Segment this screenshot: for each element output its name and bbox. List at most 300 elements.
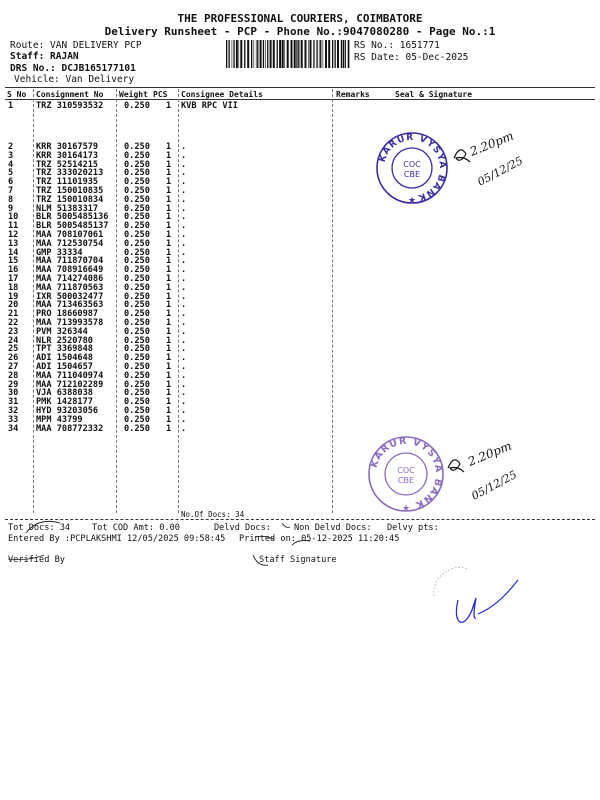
consignment-number: 5005485137 <box>56 221 109 232</box>
consignment-number: 711040974 <box>56 370 104 381</box>
row-consignee: . <box>181 265 187 276</box>
table-row <box>0 415 600 424</box>
handwritten-time: 2.20pm <box>467 128 516 159</box>
row-sno: 20 <box>8 300 19 311</box>
row-consignment-no <box>36 424 103 434</box>
staff-signature <box>428 562 528 632</box>
row-pcs: 1 <box>166 150 172 161</box>
row-sno: 9 <box>8 203 14 214</box>
barcode-bar <box>341 40 342 68</box>
bank-stamp <box>366 434 446 514</box>
stamp-bank-name: KARUR VYSYA BANK <box>377 132 448 203</box>
row-consignee: . <box>181 230 187 240</box>
row-weight: 0.250 <box>124 370 150 381</box>
table-row <box>0 388 600 397</box>
row-consignee: . <box>181 414 187 425</box>
consignment-prefix: KRR <box>36 142 52 152</box>
stamp-line1: COC <box>403 160 421 169</box>
barcode-bar <box>287 40 289 68</box>
consignment-prefix: MAA <box>36 230 52 240</box>
row-pcs: 1 <box>166 247 172 258</box>
row-weight: 0.250 <box>124 221 150 232</box>
row-consignee: . <box>181 388 187 399</box>
company-title: THE PROFESSIONAL COURIERS, COIMBATORE <box>177 12 423 25</box>
delivered-docs: Delvd Docs: <box>214 523 271 533</box>
row-pcs: 1 <box>166 101 172 111</box>
row-consignee: . <box>181 221 187 232</box>
barcode-bar <box>310 40 312 68</box>
consignment-prefix: MAA <box>36 238 52 249</box>
row-weight: 0.250 <box>124 142 150 152</box>
row-consignee: . <box>181 423 187 434</box>
row-sno: 8 <box>8 194 14 205</box>
table-row <box>0 204 600 213</box>
consignment-prefix: IXR <box>36 291 52 302</box>
table-header-rule <box>5 99 595 100</box>
consignment-number: 1504657 <box>56 362 93 372</box>
consignment-number: 1428177 <box>56 397 93 408</box>
row-pcs: 1 <box>166 362 172 372</box>
consignment-number: 711870704 <box>56 256 104 267</box>
row-weight: 0.250 <box>124 353 150 364</box>
handwritten-initials <box>450 128 560 198</box>
table-row <box>0 353 600 362</box>
row-consignee: . <box>181 397 187 408</box>
row-weight: 0.250 <box>124 318 150 328</box>
consignment-number: 33334 <box>56 247 83 258</box>
row-sno: 24 <box>8 335 19 346</box>
barcode-bar <box>236 40 238 68</box>
total-cod-amount: Tot COD Amt: 0.00 <box>92 523 180 533</box>
col-header-consignee: Consignee Details <box>181 90 263 99</box>
row-weight: 0.250 <box>124 344 150 355</box>
consignment-prefix: NLR <box>36 335 52 346</box>
barcode-bar <box>313 40 314 68</box>
consignment-prefix: PMK <box>36 397 52 408</box>
row-consignee: . <box>181 291 187 302</box>
consignment-prefix: TRZ <box>36 177 52 188</box>
consignment-number: 18660987 <box>56 309 99 320</box>
row-pcs: 1 <box>166 300 172 311</box>
table-row <box>0 344 600 353</box>
row-weight: 0.250 <box>124 326 150 337</box>
consignment-number: 711870563 <box>56 282 104 293</box>
barcode-bar <box>240 40 242 68</box>
row-consignee: . <box>181 177 187 188</box>
row-pcs: 1 <box>166 318 172 328</box>
row-weight: 0.250 <box>124 230 150 240</box>
row-consignee: . <box>181 318 187 328</box>
consignment-number: 1504648 <box>56 353 93 364</box>
consignment-prefix: MAA <box>36 318 52 328</box>
staff-signature-label: Staff Signature <box>259 555 337 565</box>
consignment-number: 708107061 <box>56 230 104 240</box>
consignment-prefix: MAA <box>36 265 52 276</box>
row-consignee: . <box>181 150 187 161</box>
table-row <box>0 406 600 415</box>
consignment-prefix: TPT <box>36 344 52 355</box>
consignment-number: 333020213 <box>56 168 104 179</box>
consignment-prefix: ADI <box>36 353 52 364</box>
barcode-bar <box>305 40 307 68</box>
staff-label: Staff: RAJAN <box>10 51 79 62</box>
row-weight: 0.250 <box>124 274 150 284</box>
table-top-rule <box>5 87 595 88</box>
row-consignee: . <box>181 370 187 381</box>
row-pcs: 1 <box>166 265 172 276</box>
row-weight: 0.250 <box>124 362 150 372</box>
table-row <box>0 380 600 389</box>
consignment-number: 43799 <box>56 414 83 425</box>
table-row <box>0 318 600 327</box>
row-consignee: . <box>181 274 187 284</box>
row-sno: 12 <box>8 230 19 240</box>
row-weight: 0.250 <box>124 300 150 311</box>
row-sno: 11 <box>8 221 19 232</box>
consignment-number: 51383317 <box>56 203 99 214</box>
barcode-bar <box>291 40 293 68</box>
row-weight: 0.250 <box>124 379 150 390</box>
barcode-bar <box>332 40 333 68</box>
row-pcs: 1 <box>166 406 172 416</box>
consignment-prefix: MAA <box>36 256 52 267</box>
stamp-line1: COC <box>397 466 415 475</box>
consignment-prefix: BLR <box>36 212 52 223</box>
no-of-docs: No.Of Docs: 34 <box>181 510 245 519</box>
row-sno: 16 <box>8 265 19 276</box>
table-row <box>0 248 600 257</box>
printed-on: Printed on: 05-12-2025 11:20:45 <box>239 534 400 544</box>
table-row <box>0 274 600 283</box>
table-row <box>0 309 600 318</box>
barcode-bar <box>270 40 272 68</box>
row-pcs: 1 <box>166 221 172 232</box>
row-weight: 0.250 <box>124 186 150 196</box>
table-row <box>0 256 600 265</box>
row-sno: 26 <box>8 353 19 364</box>
row-consignee: . <box>181 203 187 214</box>
barcode-bar <box>294 40 296 68</box>
row-sno: 31 <box>8 397 19 408</box>
row-sno: 21 <box>8 309 19 320</box>
consignment-number: 326344 <box>56 326 88 337</box>
row-pcs: 1 <box>166 309 172 320</box>
col-header-sno: S No <box>7 90 27 99</box>
consignment-number: 30164173 <box>56 150 99 161</box>
table-row <box>0 292 600 301</box>
row-pcs: 1 <box>166 353 172 364</box>
delivery-points: Delvy pts: <box>387 523 439 533</box>
row-weight: 0.250 <box>124 101 150 111</box>
col-header-remarks: Remarks <box>336 90 370 99</box>
col-header-weight: Weight <box>119 90 148 99</box>
table-row <box>0 424 600 433</box>
row-pcs: 1 <box>166 291 172 302</box>
row-consignee: . <box>181 247 187 258</box>
row-consignee: . <box>181 256 187 267</box>
row-pcs: 1 <box>166 274 172 284</box>
row-pcs: 1 <box>166 142 172 152</box>
consignment-prefix: GMP <box>36 247 52 258</box>
vehicle-label: Vehicle: Van Delivery <box>14 74 135 85</box>
col-header-pcs: PCS <box>153 90 168 99</box>
row-consignee: . <box>181 344 187 355</box>
table-row <box>0 101 600 110</box>
row-pcs: 1 <box>166 159 172 170</box>
rs-date: RS Date: 05-Dec-2025 <box>354 52 469 63</box>
row-pcs: 1 <box>166 388 172 399</box>
row-weight: 0.250 <box>124 247 150 258</box>
row-sno: 6 <box>8 177 14 188</box>
row-sno: 4 <box>8 159 14 170</box>
col-header-seal: Seal & Signature <box>395 90 473 99</box>
row-weight: 0.250 <box>124 159 150 170</box>
row-consignee: . <box>181 142 187 152</box>
consignment-number: 2520780 <box>56 335 93 346</box>
table-row <box>0 239 600 248</box>
row-weight: 0.250 <box>124 177 150 188</box>
consignment-prefix: TRZ <box>36 168 52 179</box>
consignment-number: 310593532 <box>56 101 104 111</box>
total-docs: Tot Docs: 34 <box>8 523 71 533</box>
row-sno: 34 <box>8 423 19 434</box>
consignment-prefix: PRO <box>36 309 52 320</box>
row-weight: 0.250 <box>124 256 150 267</box>
row-sno: 29 <box>8 379 19 390</box>
barcode-bar <box>323 40 324 68</box>
row-pcs: 1 <box>166 335 172 346</box>
row-sno: 32 <box>8 406 19 416</box>
row-sno: 23 <box>8 326 19 337</box>
table-row <box>0 221 600 230</box>
row-pcs: 1 <box>166 379 172 390</box>
barcode-bar <box>256 40 257 68</box>
consignment-prefix: MAA <box>36 423 52 434</box>
barcode-bar <box>251 40 252 68</box>
barcode-bar <box>325 40 327 68</box>
stamp-line2: CBE <box>397 476 415 485</box>
row-consignee: KVB RPC VII <box>181 101 238 111</box>
stamp-line2: CBE <box>403 170 421 179</box>
barcode-bar <box>273 40 275 68</box>
row-pcs: 1 <box>166 370 172 381</box>
bank-stamp <box>374 130 450 206</box>
consignment-prefix: MAA <box>36 379 52 390</box>
rs-number: RS No.: 1651771 <box>354 40 440 51</box>
row-pcs: 1 <box>166 238 172 249</box>
row-sno: 30 <box>8 388 19 399</box>
consignment-prefix: HYD <box>36 406 52 416</box>
consignment-number: 5005485136 <box>56 212 109 223</box>
barcode-bar <box>260 40 262 68</box>
row-weight: 0.250 <box>124 168 150 179</box>
row-consignee: . <box>181 309 187 320</box>
row-sno: 19 <box>8 291 19 302</box>
table-row <box>0 397 600 406</box>
barcode-bar <box>319 40 320 68</box>
row-sno: 18 <box>8 282 19 293</box>
row-pcs: 1 <box>166 344 172 355</box>
barcode-bar <box>229 40 230 68</box>
row-sno: 27 <box>8 362 19 372</box>
barcode-bar <box>337 40 339 68</box>
row-weight: 0.250 <box>124 203 150 214</box>
row-pcs: 1 <box>166 256 172 267</box>
barcode-bar <box>301 40 303 68</box>
row-pcs: 1 <box>166 326 172 337</box>
consignment-prefix: TRZ <box>36 194 52 205</box>
consignment-number: 708772332 <box>56 423 104 434</box>
row-sno: 22 <box>8 318 19 328</box>
table-row <box>0 283 600 292</box>
row-consignee: . <box>181 212 187 223</box>
row-consignee: . <box>181 335 187 346</box>
row-pcs: 1 <box>166 282 172 293</box>
row-sno: 2 <box>8 142 14 152</box>
barcode-bar <box>343 40 344 68</box>
row-weight: 0.250 <box>124 265 150 276</box>
barcode-bar <box>279 40 281 68</box>
row-sno: 25 <box>8 344 19 355</box>
barcode-bar <box>335 40 336 68</box>
row-consignee: . <box>181 353 187 364</box>
consignment-prefix: MAA <box>36 370 52 381</box>
row-pcs: 1 <box>166 194 172 205</box>
row-pcs: 1 <box>166 230 172 240</box>
row-sno: 3 <box>8 150 14 161</box>
row-weight: 0.250 <box>124 194 150 205</box>
row-weight: 0.250 <box>124 335 150 346</box>
barcode-bar <box>320 40 321 68</box>
table-row <box>0 265 600 274</box>
table-row <box>0 327 600 336</box>
barcode-bar <box>345 40 346 68</box>
consignment-number: 712530754 <box>56 238 104 249</box>
handwritten-date: 05/12/25 <box>475 153 526 189</box>
row-sno: 7 <box>8 186 14 196</box>
consignment-prefix: VJA <box>36 388 52 399</box>
consignment-prefix: BLR <box>36 221 52 232</box>
row-weight: 0.250 <box>124 388 150 399</box>
consignment-number: 30167579 <box>56 142 99 152</box>
barcode-bar <box>226 40 227 68</box>
consignment-prefix: ADI <box>36 362 52 372</box>
table-row <box>0 371 600 380</box>
consignment-number: 713993578 <box>56 318 104 328</box>
barcode-bar <box>267 40 268 68</box>
consignment-number: 713463563 <box>56 300 104 311</box>
row-pcs: 1 <box>166 212 172 223</box>
barcode-bar <box>239 40 240 68</box>
consignment-number: 150010834 <box>56 194 104 205</box>
row-weight: 0.250 <box>124 309 150 320</box>
row-weight: 0.250 <box>124 212 150 223</box>
row-weight: 0.250 <box>124 238 150 249</box>
row-pcs: 1 <box>166 177 172 188</box>
row-weight: 0.250 <box>124 406 150 416</box>
row-weight: 0.250 <box>124 423 150 434</box>
row-pcs: 1 <box>166 414 172 425</box>
barcode-bar <box>232 40 233 68</box>
consignment-number: 93203056 <box>56 406 99 416</box>
row-sno: 17 <box>8 274 19 284</box>
consignment-number: 11101935 <box>56 177 99 188</box>
entered-by: Entered By :PCPLAKSHMI 12/05/2025 09:58:45 <box>8 534 226 544</box>
row-consignee: . <box>181 282 187 293</box>
consignment-number: 52514215 <box>56 159 99 170</box>
stamp-bank-name: KARUR VYSYA BANK <box>368 435 445 511</box>
row-pcs: 1 <box>166 168 172 179</box>
barcode-bar <box>296 40 297 68</box>
row-consignee: . <box>181 379 187 390</box>
consignment-prefix: MPM <box>36 414 52 425</box>
table-row <box>0 300 600 309</box>
consignment-prefix: MAA <box>36 300 52 311</box>
consignment-number: 150010835 <box>56 186 104 196</box>
barcode-bar <box>328 40 330 68</box>
table-row <box>0 336 600 345</box>
consignment-prefix: MAA <box>36 274 52 284</box>
row-consignee: . <box>181 362 187 372</box>
row-pcs: 1 <box>166 397 172 408</box>
barcode-bar <box>244 40 245 68</box>
handwritten-initials <box>444 438 554 510</box>
consignment-number: 714274086 <box>56 274 104 284</box>
row-weight: 0.250 <box>124 282 150 293</box>
table-row <box>0 362 600 371</box>
non-delivered-docs: Non Delvd Docs: <box>294 523 372 533</box>
row-weight: 0.250 <box>124 414 150 425</box>
row-consignee: . <box>181 186 187 196</box>
consignment-prefix: MAA <box>36 282 52 293</box>
barcode-bar <box>282 40 284 68</box>
barcode-bar <box>257 40 258 68</box>
barcode-bar <box>247 40 249 68</box>
barcode-bar <box>308 40 309 68</box>
consignment-number: 712102289 <box>56 379 104 390</box>
row-pcs: 1 <box>166 203 172 214</box>
star-icon: ★ <box>407 196 417 206</box>
row-sno: 28 <box>8 370 19 381</box>
consignment-prefix: TRZ <box>36 159 52 170</box>
row-pcs: 1 <box>166 186 172 196</box>
barcode-bar <box>263 40 264 68</box>
row-consignee: . <box>181 406 187 416</box>
consignment-prefix: KRR <box>36 150 52 161</box>
row-sno: 10 <box>8 212 19 223</box>
row-consignee: . <box>181 300 187 311</box>
consignment-prefix: TRZ <box>36 186 52 196</box>
table-row <box>0 212 600 221</box>
barcode <box>226 40 350 68</box>
barcode-bar <box>284 40 285 68</box>
route-label: Route: VAN DELIVERY PCP <box>10 40 142 51</box>
row-sno: 13 <box>8 238 19 249</box>
row-sno: 14 <box>8 247 19 258</box>
row-consignee: . <box>181 238 187 249</box>
row-pcs: 1 <box>166 423 172 434</box>
row-weight: 0.250 <box>124 397 150 408</box>
consignment-number: 500032477 <box>56 291 104 302</box>
barcode-bar <box>298 40 299 68</box>
row-consignment-no <box>36 101 103 111</box>
consignment-prefix: NLM <box>36 203 52 214</box>
star-icon: ★ <box>401 504 411 514</box>
verified-by-label: Verified By <box>8 555 65 565</box>
handwritten-date: 05/12/25 <box>469 467 520 503</box>
row-weight: 0.250 <box>124 150 150 161</box>
table-row <box>0 230 600 239</box>
